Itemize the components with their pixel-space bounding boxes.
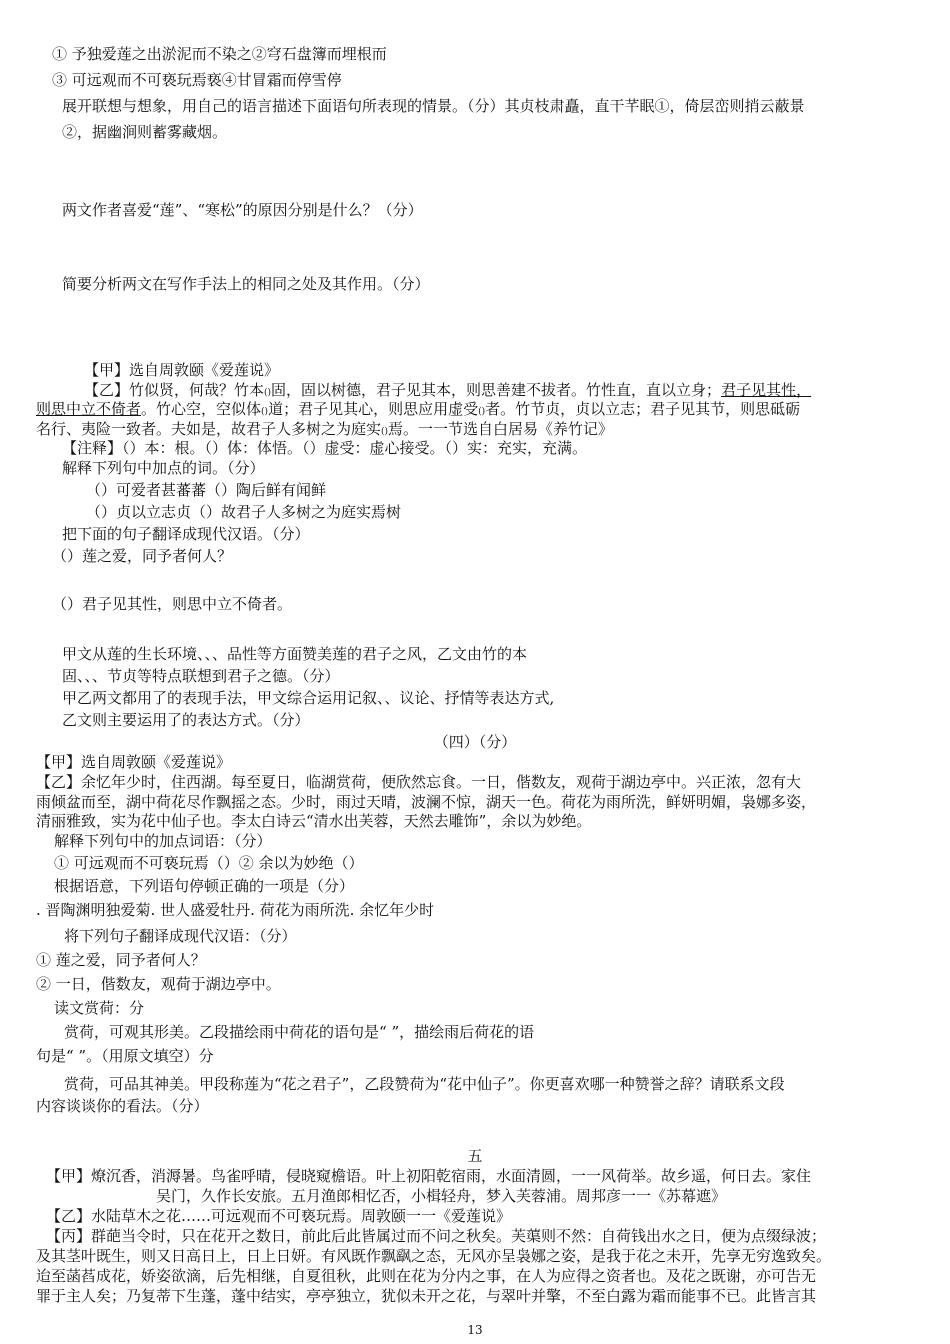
text-line: ① 予独爱莲之出淤泥而不染之②穹石盘簿而埋根而 (52, 45, 387, 63)
text-line: 【丙】群葩当令时，只在花开之数日，前此后此皆属过而不问之秋矣。芙蕖则不然：自荷钱出水之日，便为点缀绿波； (46, 1227, 827, 1245)
text-line: （）莲之爱，同予者何人？ (52, 547, 233, 565)
question-line: 两文作者喜爱“莲”、“寒松”的原因分别是什么？（分） (62, 201, 423, 219)
question-line: 把下面的句子翻译成现代汉语。（分） (62, 525, 310, 543)
text-line: 甲乙两文都用了的表现手法，甲文综合运用记叙、、议论、抒情等表达方式, (62, 689, 555, 707)
text-line: （）君子见其性，则思中立不倚者。 (52, 595, 293, 613)
text-line: 句是“ ”。（用原文填空）分 (36, 1047, 214, 1065)
text-line: 【甲】选自周敦颐《爱莲说》 (36, 753, 232, 771)
text-line: （）可爱者甚蕃蕃（）陶后鲜有闻鲜 (86, 481, 327, 499)
text-line: 甲文从莲的生长环境、、、品性等方面赞美莲的君子之风，乙文由竹的本 (62, 645, 528, 663)
section-heading: （四）（分） (433, 733, 517, 751)
question-line: 简要分析两文在写作手法上的相同之处及其作用。（分） (62, 275, 430, 293)
section-heading: 五 (467, 1147, 483, 1165)
text-line: 【注释】（）本：根。（）体：体悟。（）虚受：虚心接受。（）实：充实，充满。 (62, 439, 588, 457)
text-line: 吴门，久作长安旅。五月渔郎相忆否，小楫轻舟，梦入芙蓉浦。周邦彦一一《苏幕遮》 (156, 1187, 727, 1205)
text-line: 名行、夷险一致者。夫如是，故君子人多树之为庭实()焉。一一节选自白居易《养竹记》 (36, 420, 614, 438)
text-line: 固、、、节贞等特点联想到君子之德。（分） (62, 667, 340, 685)
text-line: 雨倾盆而至，湖中荷花尽作飘摇之态。少时，雨过天晴，波澜不惊，湖天一色。荷花为雨所洗，鲜妍明媚，袅娜多姿， (36, 793, 817, 811)
text-line: 【甲】燎沉香，消溽暑。鸟雀呼晴，侵晓窥檐语。叶上初阳乾宿雨，水面清圆，一一风荷举。故乡遥，何日去。家住 (46, 1167, 812, 1185)
text-line: 乙文则主要运用了的表达方式。（分） (62, 711, 310, 729)
text-line: ① 莲之爱，同予者何人？ (36, 951, 206, 969)
text-line: 【甲】选自周敦颐《爱莲说》 (84, 361, 280, 379)
text-line: . 晋陶渊明独爱菊. 世人盛爱牡丹. 荷花为雨所洗. 余忆年少时 (36, 901, 435, 919)
text-line: ① 可远观而不可亵玩焉（）② 余以为妙绝（） (54, 854, 364, 872)
question-line: 解释下列句中加点的词。（分） (62, 459, 265, 477)
text-line: 及其茎叶既生，则又日高日上，日上日妍。有风既作飘飖之态，无风亦呈袅娜之姿，是我于花之未开，先享无穷逸致矣。 (36, 1247, 832, 1265)
text-line: 展开联想与想象，用自己的语言描述下面语句所表现的情景。（分）其贞枝肃矗，直干芊眠①，倚层峦则捎云蔽景 (62, 97, 805, 115)
question-line: 读文赏荷：分 (54, 999, 145, 1017)
text-line: ②，据幽涧则蓄雾藏烟。 (62, 123, 228, 141)
question-line: 根据语意，下列语句停顿正确的一项是（分） (54, 877, 355, 895)
text-line: 则思中立不倚者。竹心空，空似体()道；君子见其心，则思应用虚受()者。竹节贞，贞以立志；君子见其节，则思砥砺 (36, 400, 801, 418)
text-line: 【乙】水陆草木之花……可远观而不可亵玩焉。周敦颐一一《爱莲说》 (46, 1207, 512, 1225)
text-line: （）贞以立志贞（）故君子人多树之为庭实焉树 (86, 503, 402, 521)
text-line: 【乙】竹似贤，何哉？竹本()固，固以树德，君子见其本，则思善建不拔者。竹性直，直以立身；君子见其性， (84, 381, 812, 399)
question-line: 解释下列句中的加点词语：（分） (54, 832, 272, 850)
question-line: 将下列句子翻译成现代汉语：（分） (64, 927, 297, 945)
text-line: 清丽雅致，实为花中仙子也。李太白诗云“清水出芙蓉，天然去雕饰”，余以为妙绝。 (36, 812, 592, 830)
text-line: ③ 可远观而不可亵玩焉亵④甘冒霜而停雪停 (52, 71, 342, 89)
text-line: 迨至菡萏成花，娇姿欲滴，后先相继，自夏徂秋，此则在花为分内之事，在人为应得之资者也。及花之既谢，亦可告无 (36, 1267, 817, 1285)
text-line: 内容谈谈你的看法。（分） (36, 1097, 209, 1115)
text-line: 赏荷，可观其形美。乙段描绘雨中荷花的语句是“ ”，描绘雨后荷花的语 (64, 1023, 535, 1041)
page-number: 13 (467, 1323, 483, 1337)
text-line: 赏荷，可品其神美。甲段称莲为“花之君子”，乙段赞荷为“花中仙子”。你更喜欢哪一种赞誉之辞？请联系文段 (64, 1075, 785, 1093)
text-line: 【乙】余忆年少时，住西湖。每至夏日，临湖赏荷，便欣然忘食。一日，偕数友，观荷于湖边亭中。兴正浓，忽有大 (36, 773, 802, 791)
text-line: ② 一日，偕数友，观荷于湖边亭中。 (36, 975, 281, 993)
text-line: 罪于主人矣；乃复蒂下生蓬，蓬中结实，亭亭独立，犹似未开之花，与翠叶并擎，不至白露为霜而能事不已。此皆言其 (36, 1287, 817, 1305)
